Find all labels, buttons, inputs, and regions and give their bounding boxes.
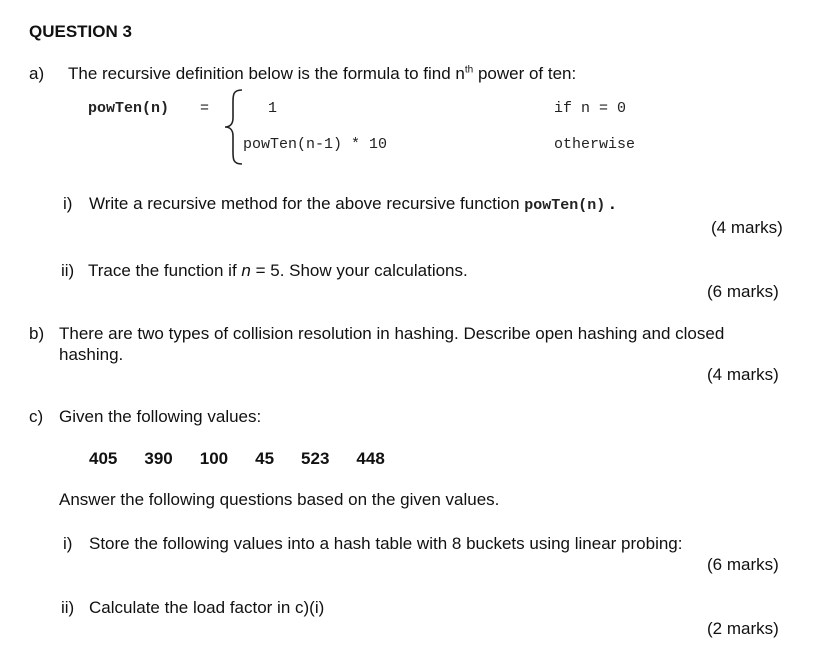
formula-case1-cond: if n = 0	[554, 100, 627, 117]
part-a-label: a)	[29, 64, 45, 83]
part-a-q1-text: Write a recursive method for the above recursive function powTen(n) .	[89, 194, 615, 214]
part-b-line1: There are two types of collision resolution in hashing. Describe open hashing and closed	[59, 324, 725, 343]
part-a-q1-code: powTen(n)	[524, 197, 606, 214]
part-c-q2-label: ii)	[61, 598, 75, 617]
part-a-q2-text: Trace the function if n = 5. Show your calculations.	[88, 261, 468, 280]
formula-lhs: powTen(n)	[88, 100, 170, 117]
part-c-answer-prompt: Answer the following questions based on the given values.	[59, 490, 500, 509]
value-item: 100	[199, 449, 229, 468]
part-c-q1-marks: (6 marks)	[707, 555, 779, 574]
part-a-q2-label: ii)	[61, 261, 75, 280]
formula-case1-expr: 1	[268, 100, 278, 117]
formula-equals: =	[200, 100, 210, 117]
part-a-q1-label: i)	[63, 194, 73, 213]
part-c-intro: Given the following values:	[59, 407, 262, 426]
value-item: 448	[356, 449, 385, 468]
value-item: 390	[144, 449, 173, 468]
part-c-values	[89, 449, 412, 469]
part-c-q2-marks: (2 marks)	[707, 619, 779, 638]
superscript-th: th	[464, 64, 474, 76]
part-a-q1-marks: (4 marks)	[711, 218, 783, 237]
part-b-label: b)	[29, 324, 45, 343]
question-title: QUESTION 3	[29, 22, 132, 41]
formula-case2-cond: otherwise	[554, 136, 636, 153]
part-b-marks: (4 marks)	[707, 365, 779, 384]
part-b-line2: hashing.	[59, 345, 124, 364]
value-item: 45	[255, 449, 275, 468]
part-c-q1-text: Store the following values into a hash table with 8 buckets using linear probing:	[89, 534, 683, 553]
formula-case2-expr: powTen(n-1) * 10	[243, 136, 388, 153]
part-c-q2-text: Calculate the load factor in c)(i)	[89, 598, 325, 617]
part-c-q1-label: i)	[63, 534, 73, 553]
part-a-intro: The recursive definition below is the formula to find $n^{th}$ power of ten:	[68, 64, 577, 83]
value-item: 405	[89, 449, 118, 468]
part-c-label: c)	[29, 407, 44, 426]
value-item: 523	[301, 449, 330, 468]
part-a-q2-marks: (6 marks)	[707, 282, 779, 301]
formula-brace-icon	[222, 88, 244, 171]
